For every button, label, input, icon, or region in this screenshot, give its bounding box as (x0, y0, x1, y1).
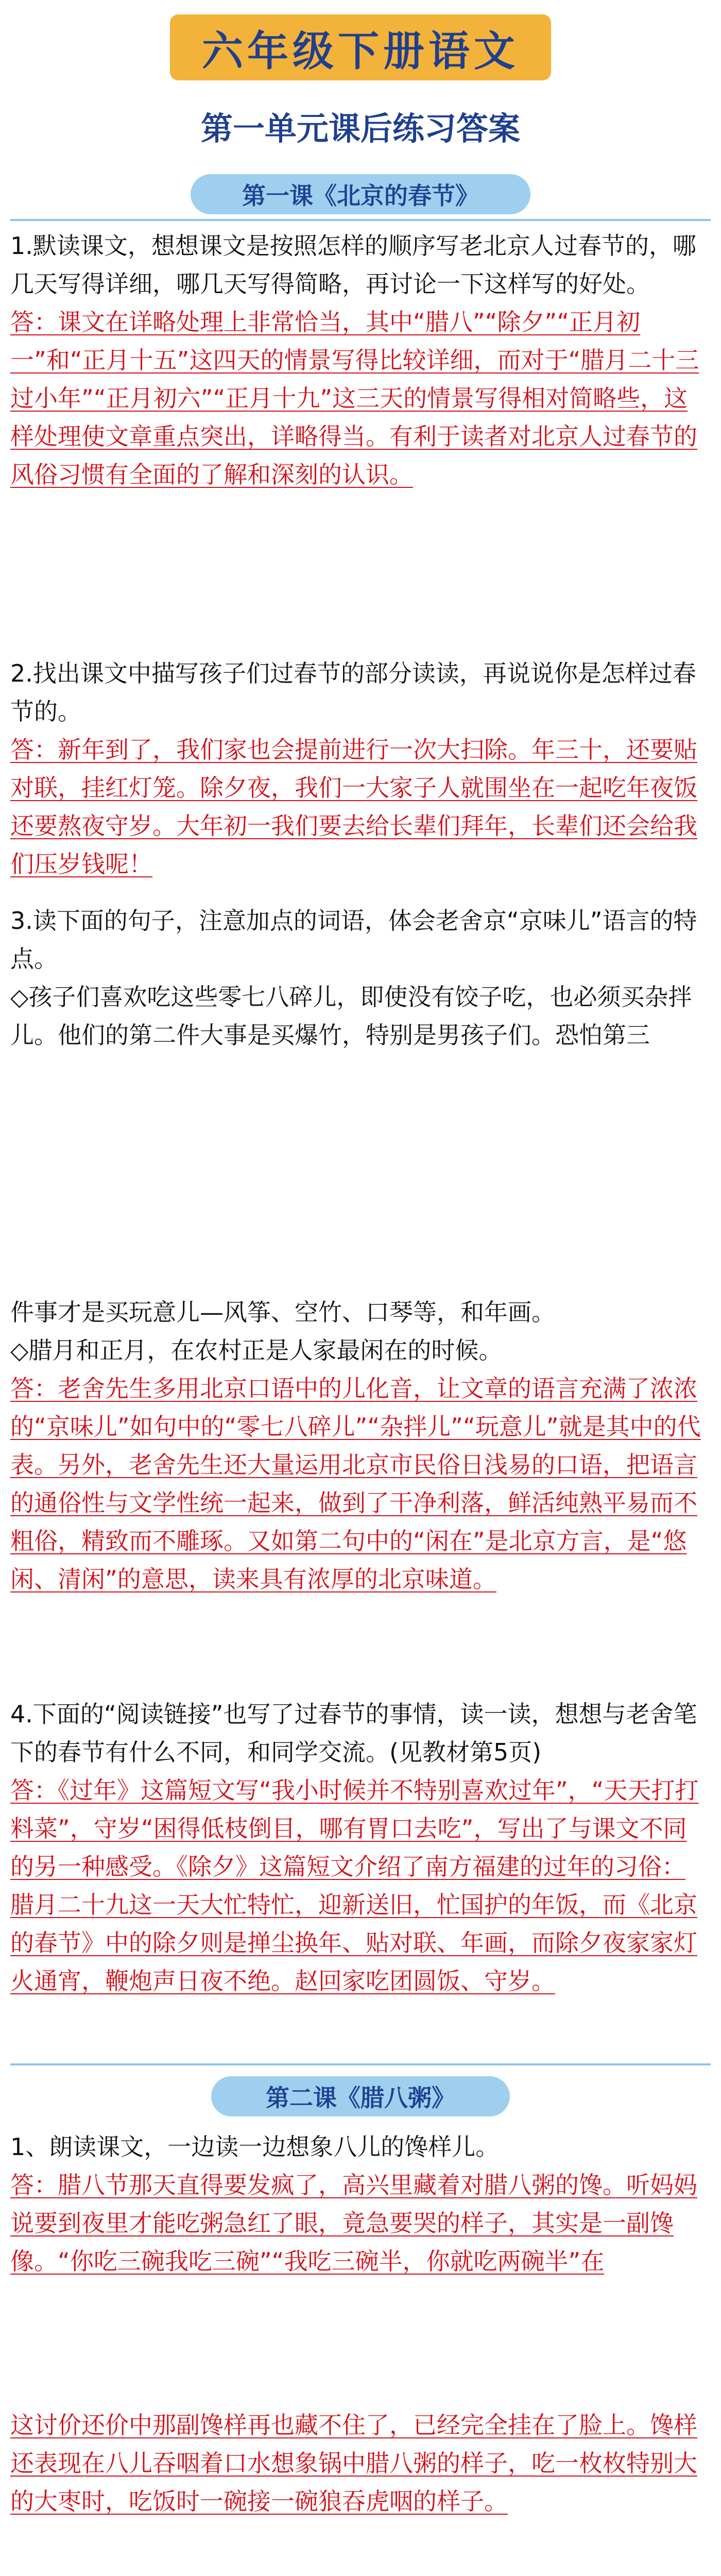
lesson-1-q3-continued (10, 1293, 703, 1598)
answer-1-part-2: 这讨价还价中那副馋样再也藏不住了，已经完全挂在了脸上。馋样还表现在八儿吞咽着口水想象锅中腊八粥的样子，吃一枚枚特别大的大枣时，吃饭时一碗接一碗狼吞虎咽的样子。 (10, 2411, 697, 2515)
lesson-2-heading: 第二课《腊八粥》 (211, 2076, 510, 2116)
question-1: 1、朗读课文，一边读一边想象八儿的馋样儿。 (10, 2133, 500, 2161)
answer-1-part-1: 答：腊八节那天直得要发疯了，高兴里藏着对腊八粥的馋。听妈妈说要到夜里才能吃粥急红了眼，竟急要哭的样子，其实是一副馋像。“你吃三碗我吃三碗”“我吃三碗半，你就吃两碗半”在 (10, 2171, 697, 2275)
page-subtitle: 第一单元课后练习答案 (200, 110, 520, 147)
question-4: 4.下面的“阅读链接”也写了过春节的事情，读一读，想想与老舍笔下的春节有什么不同，和同学交流。(见教材第5页) (10, 1700, 697, 1766)
lesson-2-q1-section (10, 2128, 703, 2280)
page-title: 六年级下册语文 (170, 14, 551, 80)
question-2: 2.找出课文中描写孩子们过春节的部分读读，再说说你是怎样过春节的。 (10, 659, 696, 725)
lesson-1-heading: 第一课《北京的春节》 (191, 174, 530, 214)
answer-1: 答：课文在详略处理上非常恰当，其中“腊八”“除夕”“正月初一”和“正月十五”这四天的情景写得比较详细，而对于“腊月二十三过小年”“正月初六”“正月十九”这三天的情景写得相对简略些，这样处理使文章重点突出，详略得当。有利于读者对北京人过春节的风俗习惯有全面的了解和深刻的认识。 (10, 308, 699, 488)
answer-3: 答：老舍先生多用北京口语中的儿化音，让文章的语言充满了浓浓的“京味儿”如句中的“零七八碎儿”“杂拌儿”“玩意儿”就是其中的代表。另外，老舍先生还大量运用北京市民俗日浅易的口语，把语言的通俗性与文学性统一起来，做到了干净利落，鲜活纯熟平易而不粗俗，精致而不雕琢。又如第二句中的“闲在”是北京方言，是“悠闲、清闲”的意思，读来具有浓厚的北京味道。 (10, 1375, 701, 1593)
example-sentence-2: ◇腊月和正月，在农村正是人家最闲在的时候。 (10, 1336, 503, 1364)
answer-2: 答：新年到了，我们家也会提前进行一次大扫除。年三十，还要贴对联，挂红灯笼。除夕夜，我们一大家子人就围坐在一起吃年夜饭还要熬夜守岁。大年初一我们要去给长辈们拜年，长辈们还会给我们压岁钱呢！ (10, 736, 697, 878)
lesson-2-q1-continued (10, 2406, 703, 2520)
lesson-1-q4-section (10, 1695, 703, 2000)
question-3: 3.读下面的句子，注意加点的词语，体会老舍京“京味儿”语言的特点。 (10, 907, 697, 973)
divider (10, 219, 711, 221)
example-sentence-1b: 件事才是买玩意儿—风筝、空竹、口琴等，和年画。 (10, 1298, 555, 1326)
answer-4: 答：《过年》这篇短文写“我小时候并不特别喜欢过年”，“天天打打料菜”，守岁“困得低枝倒目，哪有胃口去吃”，写出了与课文不同的另一种感受。《除夕》这篇短文介绍了南方福建的过年的习俗：腊月二十九这一天大忙特忙，迎新送旧，忙国护的年饭，而《北京的春节》中的除夕则是掸尘换年、贴对联、年画，而除夕夜家家灯火通宵，鞭炮声日夜不绝。赵回家吃团圆饭、守岁。 (10, 1776, 699, 1995)
divider (10, 2063, 711, 2065)
lesson-1-q1-section (10, 227, 703, 494)
example-sentence-1a: ◇孩子们喜欢吃这些零七八碎儿，即使没有饺子吃，也必须买杂拌儿。他们的第二件大事是买爆竹，特别是男孩子们。恐怕第三 (10, 983, 692, 1049)
lesson-1-q3-section (10, 902, 703, 1054)
lesson-1-q2-section (10, 654, 703, 883)
question-1: 1.默读课文，想想课文是按照怎样的顺序写老北京人过春节的，哪几天写得详细，哪几天写得简略，再讨论一下这样写的好处。 (10, 232, 696, 298)
